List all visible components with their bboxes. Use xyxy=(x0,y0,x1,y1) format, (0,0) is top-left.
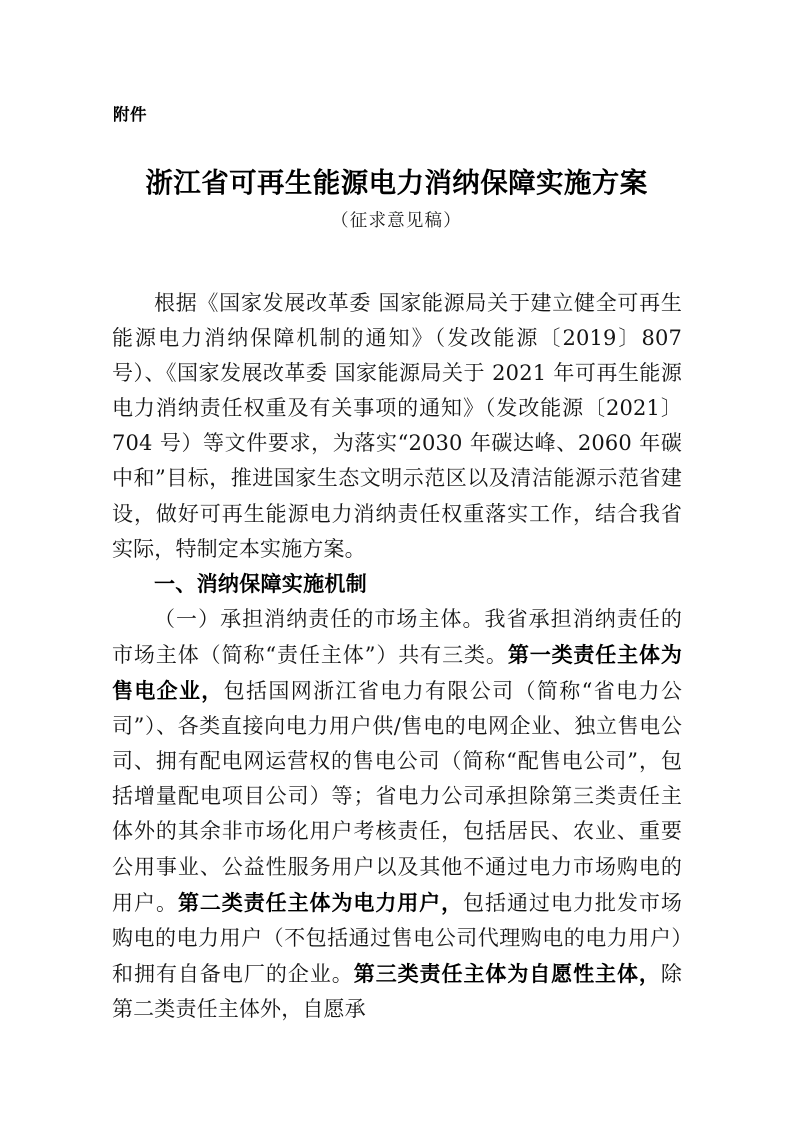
document-subtitle: （征求意见稿） xyxy=(331,211,462,231)
text-run: 包括国网浙江省电力有限公司（简称“省电力公司”）、各类直接向电力用户供/售电的电网企业、独立售电公司、拥有配电网运营权的售电公司（简称“配售电公司”，包括增量配电项目公司）等；省电力公司承担除第三类责任主体外的其余非市场化用户考核责任，包括居民、农业、重要公用事业、公益性服务用户以及其他不通过电力市场购电的用户。 xyxy=(112,679,682,915)
text-run: （一）承担消纳责任的市场主体。我省承担消纳责任的市场主体（简称“责任主体”）共有三类。 xyxy=(112,606,682,667)
document-body xyxy=(112,286,689,1027)
paragraph-subsection-one xyxy=(112,602,682,1027)
emphasis-run-third-category: 第三类责任主体为自愿性主体， xyxy=(353,960,661,986)
page-title: 浙江省可再生能源电力消纳保障实施方案 xyxy=(145,167,648,198)
attachment-label: 附件 xyxy=(113,106,147,124)
emphasis-run-second-category: 第二类责任主体为电力用户， xyxy=(177,889,464,915)
text-run: 除第二类责任主体外，自愿承 xyxy=(112,961,682,1021)
section-heading-1: 一、消纳保障实施机制 xyxy=(154,572,367,596)
title-block xyxy=(0,164,793,234)
emphasis-run-first-category: 第一类责任主体为售电企业， xyxy=(112,641,682,704)
text-run: 包括通过电力批发市场购电的电力用户（不包括通过售电公司代理购电的电力用户）和拥有自备电厂的企业。 xyxy=(112,890,683,986)
text-run: 根据《国家发展改革委 国家能源局关于建立健全可再生能源电力消纳保障机制的通知》（发改能源〔2019〕807 号）、《国家发展改革委 国家能源局关于 2021 年可再生能源电力消纳责任权重及有关事项的通知》（发改能源〔2021〕704 号）等文件要求，为落实“2030 年碳达峰、2060 年碳中和”目标，推进国家生态文明示范区以及清洁能源示范省建设，做好可再生能源电力消纳责任权重落实工作，结合我省实际，特制定本实施方案。 xyxy=(112,291,689,561)
paragraph-intro xyxy=(112,286,689,567)
